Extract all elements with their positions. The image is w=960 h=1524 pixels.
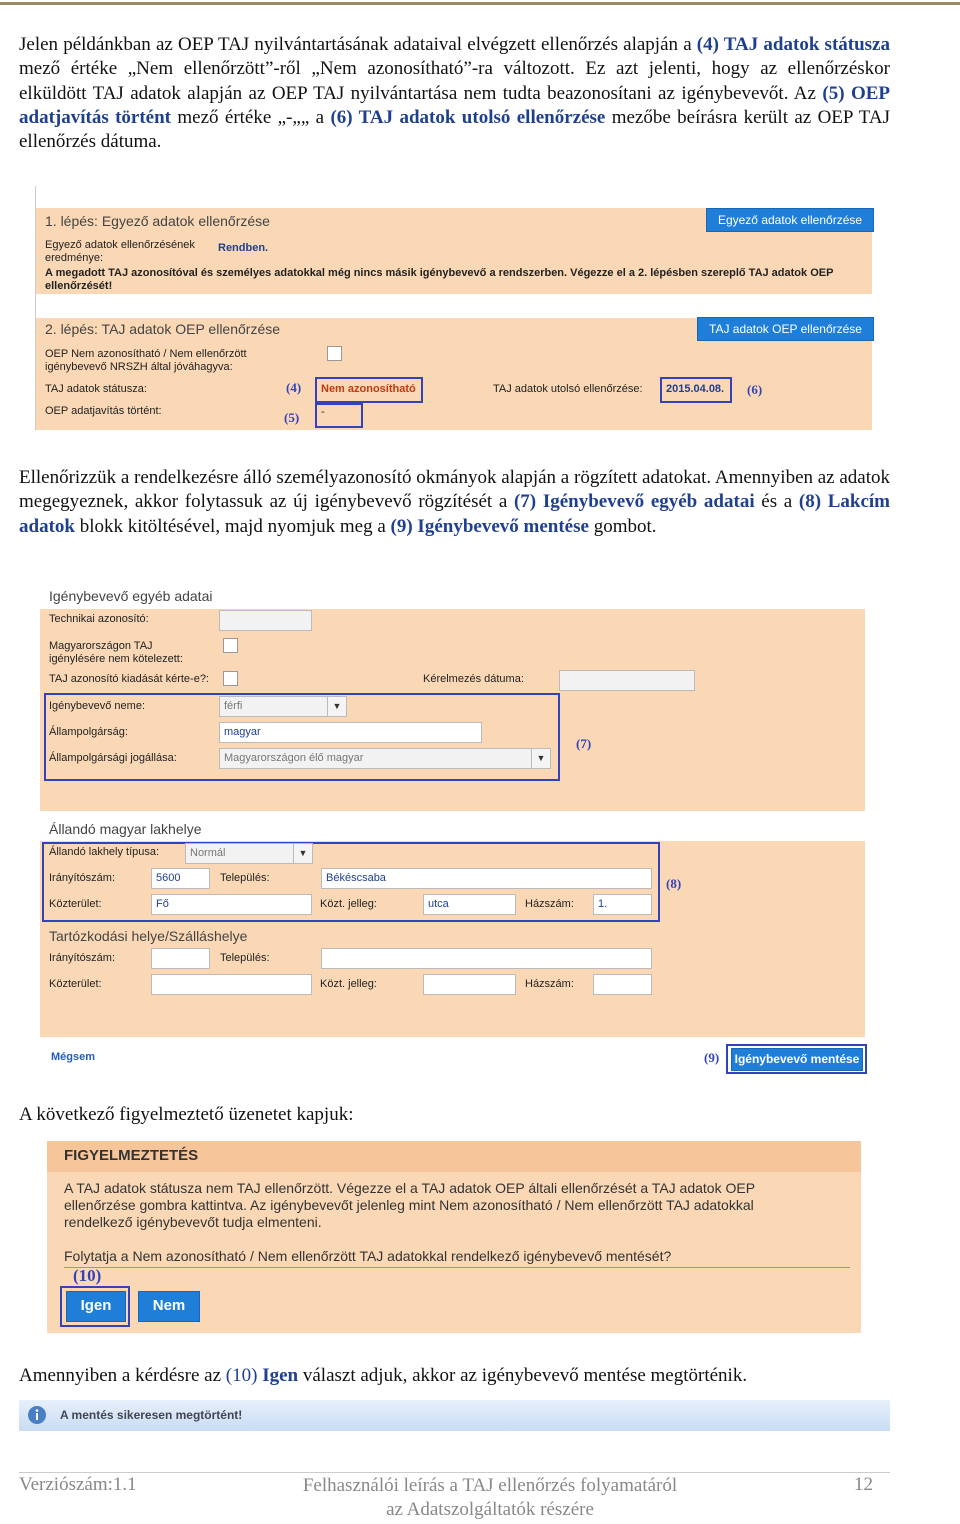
section-other-data-title: Igénybevevő egyéb adatai <box>49 588 213 604</box>
house-field[interactable]: 1. <box>593 894 652 915</box>
tech-id-field <box>219 610 312 631</box>
taj-not-required-label: Magyarországon TAJ igénylésére nem kötelezett: <box>49 640 183 665</box>
citizenship-field[interactable]: magyar <box>219 722 482 743</box>
warning-title: FIGYELMEZTETÉS <box>64 1147 199 1164</box>
zip-field[interactable]: 5600 <box>151 868 210 889</box>
house2-label: Házszám: <box>525 978 574 990</box>
section-residence-title: Tartózkodási helye/Szálláshelye <box>49 928 248 944</box>
marker-8: (8) <box>666 876 682 891</box>
footer-title-line1: Felhasználói leírás a TAJ ellenőrzés folyamatáról <box>302 1475 678 1496</box>
oep-fix-label: OEP adatjavítás történt: <box>45 405 162 417</box>
footer-version: Verziószám:1.1 <box>19 1474 137 1495</box>
citizenship-label: Állampolgárság: <box>49 726 128 738</box>
step2-oep-check-button[interactable]: TAJ adatok OEP ellenőrzése <box>697 317 874 341</box>
request-date-field[interactable] <box>559 670 695 691</box>
street-type2-field[interactable] <box>423 974 516 995</box>
no-button[interactable]: Nem <box>138 1291 200 1322</box>
footer-rule <box>19 1472 890 1473</box>
zip-label: Irányítószám: <box>49 872 116 884</box>
save-client-button[interactable]: Igénybevevő mentése <box>731 1048 863 1071</box>
section-permanent-address-title: Állandó magyar lakhelye <box>49 821 202 837</box>
last-check-label: TAJ adatok utolsó ellenőrzése: <box>493 383 643 395</box>
footer-title-line2: az Adatszolgáltatók részére <box>386 1499 594 1520</box>
text: Amennyiben a kérdésre az <box>19 1365 226 1386</box>
instruction-paragraph <box>19 466 890 539</box>
warning-question: Folytatja a Nem azonosítható / Nem ellenőrzött TAJ adatokkal rendelkező igénybevevő mentését? <box>64 1248 672 1264</box>
client-form-screenshot <box>40 578 865 1074</box>
result-message: A megadott TAJ azonosítóval és személyes adatokkal még nincs másik igénybevevő a rendszerben. Végezze el a 2. lépésben szereplő TAJ adatok OEP ellenőrzését! <box>45 267 834 292</box>
ref-yes: Igen <box>262 1365 299 1386</box>
street-field[interactable]: Fő <box>151 894 312 915</box>
last-check-value: 2015.04.08. <box>666 383 725 395</box>
ref-save: (9) Igénybevevő mentése <box>390 515 589 537</box>
text: választ adjuk, akkor az igénybevevő mentése megtörténik. <box>298 1365 748 1386</box>
success-info-bar <box>19 1400 890 1431</box>
city2-label: Település: <box>220 952 270 964</box>
info-icon <box>27 1405 47 1425</box>
taj-check-screenshot <box>35 186 872 430</box>
intro-paragraph <box>19 33 890 154</box>
ref-address-data: (8) Lakcím adatok <box>19 491 891 537</box>
residence-type-value: Normál <box>190 847 226 859</box>
step2-header-bg <box>36 294 872 318</box>
street-type2-label: Közt. jelleg: <box>320 978 377 990</box>
ref-last-check: (6) TAJ adatok utolsó ellenőrzése <box>330 106 606 128</box>
gender-value: férfi <box>224 700 243 712</box>
city-label: Település: <box>220 872 270 884</box>
street-type-field[interactable]: utca <box>423 894 516 915</box>
marker-10: (10) <box>73 1266 102 1285</box>
marker-4: (4) <box>286 380 302 395</box>
taj-not-required-checkbox[interactable] <box>223 638 238 653</box>
gender-select[interactable] <box>219 696 347 717</box>
result-paragraph <box>19 1364 890 1388</box>
warning-intro: A következő figyelmeztető üzenetet kapjuk: <box>19 1104 354 1125</box>
warning-dialog <box>47 1141 861 1333</box>
step1-title: 1. lépés: Egyező adatok ellenőrzése <box>45 213 270 229</box>
request-date-label: Kérelmezés dátuma: <box>423 673 524 685</box>
marker-6: (6) <box>747 382 763 397</box>
result-value: Rendben. <box>218 242 269 254</box>
city2-field[interactable] <box>321 948 652 969</box>
street-label: Közterület: <box>49 898 102 910</box>
ref-10: (10) <box>225 1365 258 1386</box>
city-field[interactable]: Békéscsaba <box>321 868 652 889</box>
text: mezőbe beírásra került az OEP TAJ ellenőrzés dátuma. <box>19 106 890 153</box>
text: Jelen példánkban az OEP TAJ nyilvántartásának adataival elvégzett ellenőrzés alapján a <box>19 34 697 55</box>
warning-message: A TAJ adatok státusza nem TAJ ellenőrzött. Végezze el a TAJ adatok OEP általi ellenőrzését a TAJ adatok OEP ellenőrzése gombra kattintva. Az igénybevevőt jelenleg mint Nem azonosítható / Nem ellenőrzött TAJ adatokkal rendelkező igénybevevőt tudja elmenteni. <box>64 1180 755 1230</box>
text: mező értéke „Nem ellenőrzött”-ről „Nem azonosítható”-ra változott. Ez azt jelenti, hogy az ellenőrzéskor elküldött TAJ adatok alapján az OEP TAJ nyilvántartása nem tudta beazonosítani az igénybevevőt. Az <box>19 58 890 104</box>
step1-check-button[interactable]: Egyező adatok ellenőrzése <box>706 208 874 232</box>
text: és a <box>754 491 799 513</box>
page-number: 12 <box>854 1474 873 1495</box>
marker-7: (7) <box>576 736 592 751</box>
street2-field[interactable] <box>151 974 312 995</box>
success-message: A mentés sikeresen megtörtént! <box>60 1408 243 1422</box>
text: Ellenőrizzük a rendelkezésre álló személyazonosító okmányok alapján a rögzített adatokat. Amennyiben az adatok megegyeznek, akkor folytassuk az új igénybevevő rögzítését a <box>19 467 891 513</box>
text: gombot. <box>588 515 657 537</box>
result-label: Egyező adatok ellenőrzésének eredménye: <box>45 239 195 264</box>
tech-id-label: Technikai azonosító: <box>49 613 149 625</box>
step1-header-bg <box>36 186 872 208</box>
step2-title: 2. lépés: TAJ adatok OEP ellenőrzése <box>45 321 281 337</box>
citizenship-status-label: Állampolgársági jogállása: <box>49 752 177 764</box>
ref-oep-fix: (5) OEP adatjavítás történt <box>19 82 890 128</box>
residence-type-select[interactable] <box>185 843 313 864</box>
cancel-link[interactable]: Mégsem <box>51 1051 96 1063</box>
residence-type-label: Állandó lakhely típusa: <box>49 846 160 858</box>
chevron-down-icon: ▼ <box>293 844 312 863</box>
taj-status-value: Nem azonosítható <box>321 383 416 395</box>
footer-title <box>280 1474 700 1522</box>
text: blokk kitöltésével, majd nyomjuk meg a <box>74 515 391 537</box>
ref-other-data: (7) Igénybevevő egyéb adatai <box>513 491 755 513</box>
approval-checkbox[interactable] <box>327 346 342 361</box>
marker-5: (5) <box>284 410 300 425</box>
divider <box>64 1267 850 1268</box>
zip2-field[interactable] <box>151 948 210 969</box>
taj-issue-checkbox[interactable] <box>223 671 238 686</box>
chevron-down-icon: ▼ <box>327 697 346 716</box>
taj-status-label: TAJ adatok státusza: <box>45 383 147 395</box>
street2-label: Közterület: <box>49 978 102 990</box>
oep-fix-value: - <box>321 406 325 418</box>
chevron-down-icon: ▼ <box>531 749 550 768</box>
header-rule <box>0 2 960 5</box>
street-type-label: Közt. jelleg: <box>320 898 377 910</box>
citizenship-status-select[interactable] <box>219 748 551 769</box>
citizenship-status-value: Magyarországon élő magyar <box>224 752 364 764</box>
ref-taj-status: (4) TAJ adatok státusza <box>696 34 890 55</box>
house-label: Házszám: <box>525 898 574 910</box>
yes-button[interactable]: Igen <box>66 1291 126 1322</box>
text: mező értéke „-„„ a <box>171 106 331 128</box>
gender-label: Igénybevevő neme: <box>49 700 146 712</box>
taj-issue-label: TAJ azonosító kiadását kérte-e?: <box>49 673 209 685</box>
zip2-label: Irányítószám: <box>49 952 116 964</box>
approval-label: OEP Nem azonosítható / Nem ellenőrzött igénybevevő NRSZH által jóváhagyva: <box>45 348 247 373</box>
house2-field[interactable] <box>593 974 652 995</box>
marker-9: (9) <box>704 1050 720 1065</box>
